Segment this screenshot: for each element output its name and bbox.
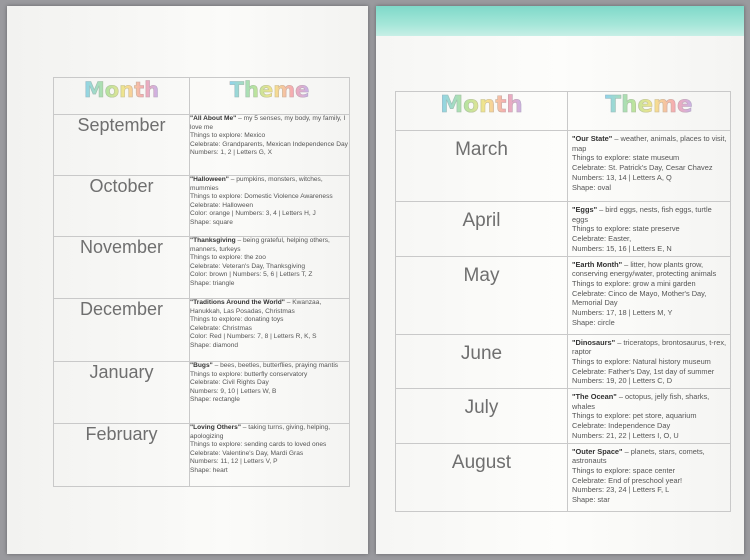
theme-header: Theme	[568, 92, 731, 131]
month-name: July	[396, 389, 568, 444]
theme-headline	[190, 115, 349, 132]
theme-headline	[572, 205, 727, 224]
theme-description: – Kwanzaa, Hanukkah, Las Posadas, Christmas	[190, 299, 322, 315]
theme-title: "Earth Month"	[572, 259, 623, 269]
theme-detail-line: Things to explore: Natural history museum	[572, 356, 711, 366]
month-name: March	[396, 131, 568, 202]
month-row	[54, 115, 350, 176]
theme-title: "Outer Space"	[572, 446, 623, 456]
theme-detail-line: Celebrate: Valentine's Day, Mardi Gras	[190, 449, 304, 457]
theme-title: "Traditions Around the World"	[190, 299, 285, 306]
theme-header: Theme	[190, 78, 350, 115]
theme-description: – bird eggs, nests, fish eggs, turtle eggs	[572, 205, 712, 224]
theme-details	[190, 115, 350, 176]
theme-headline	[572, 134, 727, 153]
theme-detail-line: Things to explore: butterfly conservatory	[190, 370, 308, 378]
theme-description: – litter, how plants grow, conserving energy/water, protecting animals	[572, 259, 717, 279]
theme-description: – octopus, jelly fish, sharks, whales	[572, 392, 710, 411]
month-name: September	[54, 115, 190, 176]
theme-headline	[190, 362, 349, 371]
theme-detail-line: Celebrate: Father's Day, 1st day of summer	[572, 366, 715, 376]
theme-title: "Our State"	[572, 134, 613, 143]
theme-headline	[572, 447, 727, 466]
theme-detail-line: Numbers: 11, 12 | Letters V, P	[190, 458, 278, 466]
left-theme-table	[53, 77, 350, 487]
month-name: January	[54, 362, 190, 424]
theme-detail-line: Things to explore: state museum	[572, 153, 680, 163]
theme-detail-line: Things to explore: state preserve	[572, 224, 680, 234]
theme-title: "Loving Others"	[190, 424, 241, 431]
month-header: Month	[396, 92, 568, 131]
month-name: October	[54, 176, 190, 237]
theme-detail-line: Color: orange | Numbers: 3, 4 | Letters H, J	[190, 210, 316, 218]
theme-description: – planets, stars, comets, astronauts	[572, 446, 705, 466]
right-theme-table	[395, 91, 731, 512]
theme-detail-line: Things to explore: pet store, aquarium	[572, 411, 697, 421]
theme-details	[568, 131, 731, 202]
right-page	[376, 6, 744, 554]
month-row	[54, 362, 350, 424]
theme-detail-line: Numbers: 1, 2 | Letters G, X	[190, 149, 272, 157]
theme-details	[568, 443, 731, 511]
month-name: February	[54, 424, 190, 487]
theme-detail-line: Numbers: 17, 18 | Letters M, Y	[572, 308, 673, 318]
theme-details	[190, 299, 350, 362]
theme-title: "Thanksgiving	[190, 237, 236, 244]
theme-detail-line: Things to explore: grow a mini garden	[572, 278, 696, 288]
theme-detail-line: Numbers: 19, 20 | Letters C, D	[572, 376, 673, 386]
theme-detail-line: Shape: triangle	[190, 279, 235, 287]
theme-details	[568, 256, 731, 334]
theme-detail-line: Celebrate: Grandparents, Mexican Independence Day	[190, 140, 348, 148]
theme-detail-line: Numbers: 13, 14 | Letters A, Q	[572, 172, 672, 182]
theme-details	[568, 334, 731, 389]
month-row	[54, 176, 350, 237]
theme-headline	[190, 299, 349, 316]
theme-detail-line: Celebrate: Christmas	[190, 324, 252, 332]
left-page	[7, 6, 368, 554]
month-row	[396, 389, 731, 444]
theme-details	[190, 424, 350, 487]
theme-details	[190, 176, 350, 237]
theme-title: "Eggs"	[572, 205, 598, 214]
theme-description: – my 5 senses, my body, my family, I love me	[190, 115, 346, 131]
theme-detail-line: Shape: diamond	[190, 341, 239, 349]
month-row	[54, 424, 350, 487]
month-row	[396, 443, 731, 511]
theme-detail-line: Things to explore: Domestic Violence Awareness	[190, 193, 333, 201]
theme-detail-line: Celebrate: Independence Day	[572, 421, 671, 431]
theme-headline	[190, 237, 349, 254]
theme-detail-line: Shape: rectangle	[190, 396, 240, 404]
theme-details	[568, 389, 731, 444]
theme-title: "The Ocean"	[572, 392, 617, 402]
theme-headline	[190, 176, 349, 193]
theme-description: – bees, beetles, butterflies, praying mantis	[212, 362, 339, 369]
theme-title: "Halloween"	[190, 176, 229, 183]
month-name: June	[396, 334, 568, 389]
month-row	[396, 202, 731, 257]
theme-detail-line: Things to explore: space center	[572, 465, 676, 475]
theme-detail-line: Things to explore: the zoo	[190, 254, 266, 262]
month-row	[396, 334, 731, 389]
theme-title: "All About Me"	[190, 115, 237, 122]
month-row	[54, 299, 350, 362]
theme-detail-line: Numbers: 15, 16 | Letters E, N	[572, 243, 672, 253]
theme-details	[190, 362, 350, 424]
theme-detail-line: Things to explore: Mexico	[190, 132, 266, 140]
theme-headline	[572, 392, 727, 411]
theme-detail-line: Celebrate: St. Patrick's Day, Cesar Chavez	[572, 163, 713, 173]
theme-detail-line: Celebrate: Easter,	[572, 234, 632, 244]
theme-description: – pumpkins, monsters, witches, mummies	[190, 176, 323, 192]
theme-detail-line: Numbers: 21, 22 | Letters I, O, U	[572, 430, 679, 440]
theme-headline	[190, 424, 349, 441]
theme-description: – taking turns, giving, helping, apologizing	[190, 424, 331, 440]
theme-description: – triceratops, brontosaurus, t-rex, raptor	[572, 337, 727, 357]
theme-title: "Dinosaurs"	[572, 337, 616, 347]
theme-detail-line: Numbers: 9, 10 | Letters W, B	[190, 387, 277, 395]
theme-description: – weather, animals, places to visit, map	[572, 134, 727, 153]
month-name: April	[396, 202, 568, 257]
theme-detail-line: Things to explore: sending cards to loved ones	[190, 441, 327, 449]
theme-title: "Bugs"	[190, 362, 213, 369]
theme-detail-line: Celebrate: Veteran's Day, Thanksgiving	[190, 262, 306, 270]
theme-details	[190, 237, 350, 299]
theme-details	[568, 202, 731, 257]
theme-detail-line: Shape: heart	[190, 466, 228, 474]
theme-detail-line: Shape: star	[572, 495, 610, 505]
teal-tape-strip	[376, 6, 744, 36]
theme-detail-line: Celebrate: Cinco de Mayo, Mother's Day, Memorial Day	[572, 288, 707, 308]
theme-description: – being grateful, helping others, manners, turkeys	[190, 237, 330, 253]
theme-detail-line: Celebrate: Halloween	[190, 201, 254, 209]
theme-detail-line: Color: brown | Numbers: 5, 6 | Letters T, Z	[190, 271, 313, 279]
theme-detail-line: Numbers: 23, 24 | Letters F, L	[572, 485, 670, 495]
month-row	[396, 131, 731, 202]
month-header: Month	[54, 78, 190, 115]
theme-detail-line: Shape: square	[190, 218, 233, 226]
theme-detail-line: Celebrate: Civil Rights Day	[190, 379, 269, 387]
theme-headline	[572, 338, 727, 357]
month-row	[396, 256, 731, 334]
theme-detail-line: Shape: circle	[572, 317, 615, 327]
theme-detail-line: Things to explore: donating toys	[190, 316, 284, 324]
theme-detail-line: Celebrate: End of preschool year!	[572, 475, 683, 485]
month-row	[54, 237, 350, 299]
month-name: August	[396, 443, 568, 511]
theme-detail-line: Color: Red | Numbers: 7, 8 | Letters R, K, S	[190, 333, 317, 341]
theme-detail-line: Shape: oval	[572, 182, 612, 192]
theme-headline	[572, 260, 727, 279]
month-name: May	[396, 256, 568, 334]
month-name: December	[54, 299, 190, 362]
month-name: November	[54, 237, 190, 299]
